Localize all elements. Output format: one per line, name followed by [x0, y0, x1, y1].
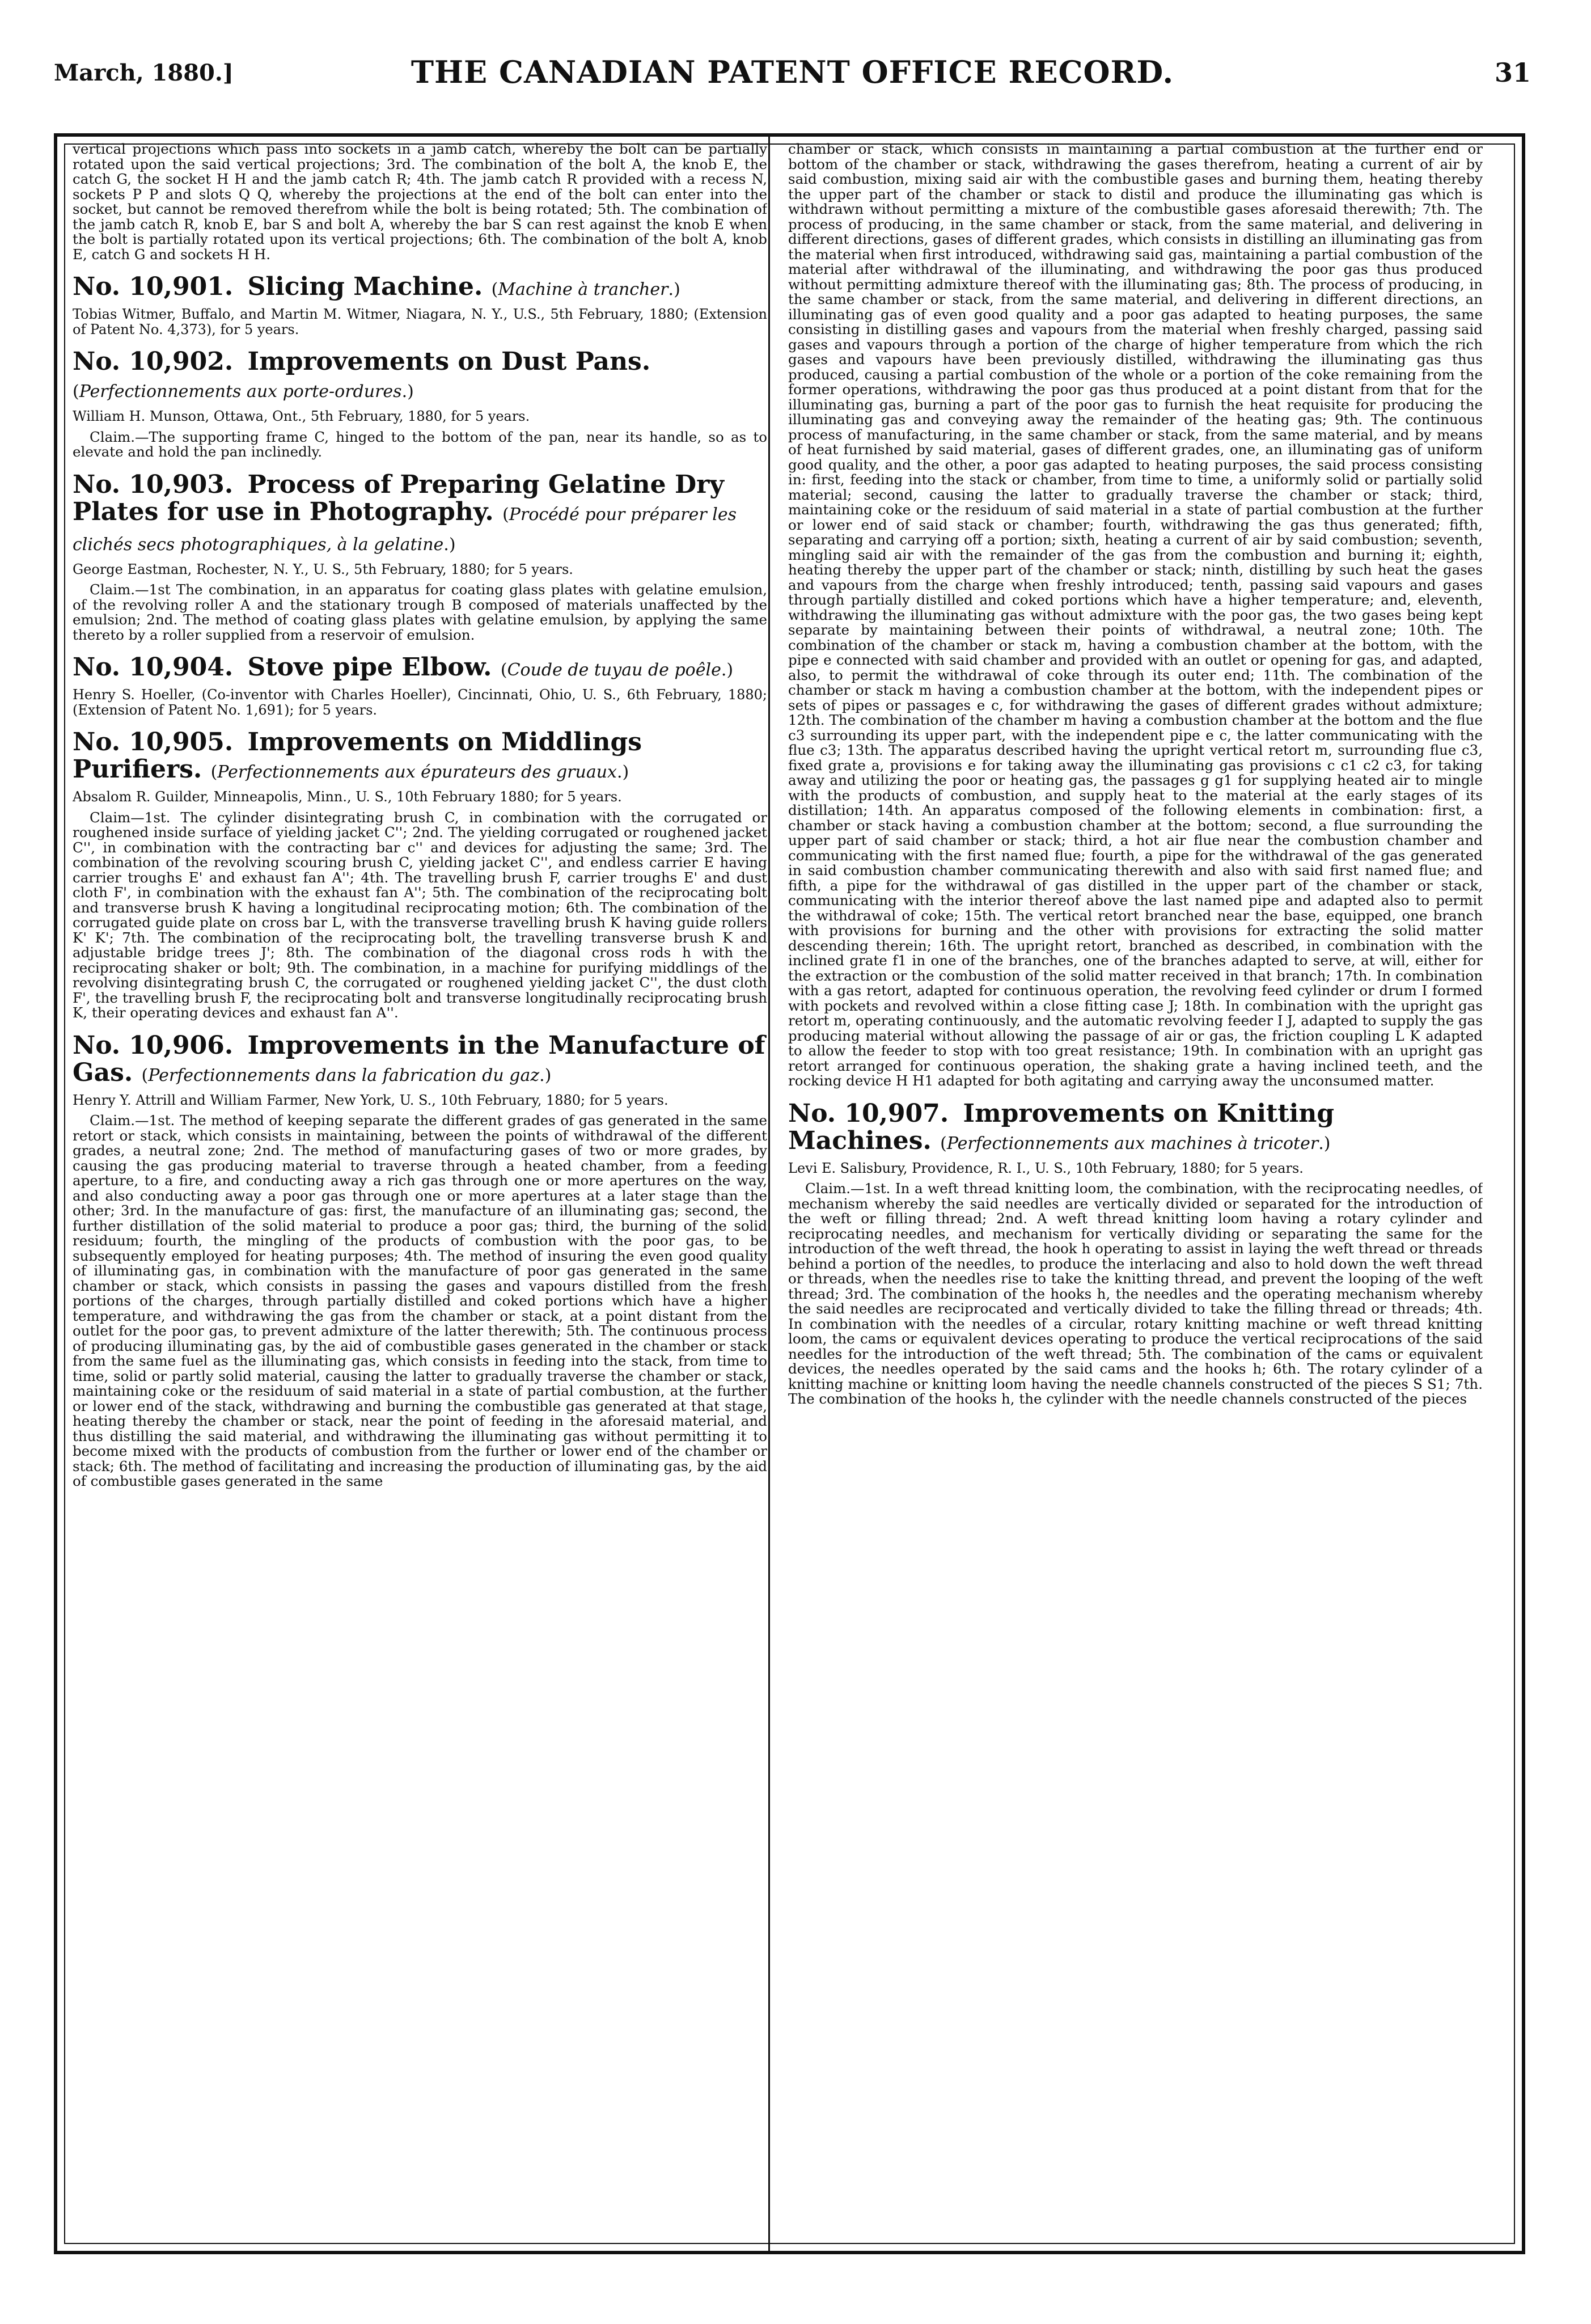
patent-number: No. 10,903. [73, 470, 234, 499]
patent-title: Improvements on Middlings Purifiers. [73, 728, 642, 784]
patent-title: Stove pipe Elbow. [247, 653, 492, 682]
header-date: March, 1880.] [54, 60, 234, 86]
patent-title-french: ( Perfectionnements aux porte-ordures .) [73, 382, 414, 402]
entry-title [73, 729, 767, 786]
patent-entry-10905 [73, 729, 767, 1021]
patent-number: No. 10,906. [73, 1030, 234, 1060]
patent-title-french: ( Perfectionnements aux machines à tricoter .) [940, 1134, 1330, 1153]
patent-entry-10903 [73, 471, 767, 643]
patent-title-french: ( Machine à trancher .) [492, 280, 680, 299]
patent-claim: Claim.—1st. In a weft thread knitting loom, the combination, with the reciprocating needles, of mechanism whereby the said needles are vertically divided or separated for the introduction of the weft or filling thread; 2nd. A weft thread knitting loom having a rotary cylinder and reciprocating needles, and mechanism for vertically dividing or separating the same for the introduction of the weft thread, the hook h operating to assist in laying the weft thread or threads behind a portion of the needles, to produce the interlacing and also to hold down the weft thread or threads, when the needles rise to take the knitting thread, and prevent the looping of the weft thread; 3rd. The combination of the hooks h, the needles and the operating mechanism whereby the said needles are reciprocated and vertically divided to take the filling thread or threads; 4th. In combination with the needles of a circular, rotary knitting machine or weft thread knitting loom, the cams or equivalent devices operating to produce the vertical reciprocations of the said needles for the introduction of the weft thread; 5th. The combination of the cams or equivalent devices, the needles operated by the said cams and the hooks h; 6th. The rotary cylinder of a knitting machine or knitting loom having the needle channels constructed of the pieces S S1; 7th. The combination of the hooks h, the cylinder with the needle channels constructed of the pieces [788, 1180, 1483, 1407]
header-title: THE CANADIAN PATENT OFFICE RECORD. [411, 54, 1174, 90]
entry-title [73, 1032, 767, 1089]
patent-number: No. 10,907. [788, 1098, 949, 1128]
patent-inventor: William H. Munson, Ottawa, Ont., 5th February, 1880, for 5 years. [73, 408, 530, 424]
patent-claim: Claim—1st. The cylinder disintegrating brush C, in combination with the corrugated or roughened inside surface of yielding jacket C''; 2nd. The yielding corrugated or roughened jacket C'', in combination with the contracting bar c'' and devices for adjusting the same; 3rd. The combination of the revolving scouring brush C, yielding jacket C'', and endless carrier E having carrier troughs E' and exhaust fan A''; 4th. The travelling brush F, carrier troughs E' and dust cloth F', in combination with the exhaust fan A''; 5th. The combination of the reciprocating bolt and transverse brush K having a longitudinal reciprocating motion; 6th. The combination of the corrugated guide plate on cross bar L, with the transverse travelling brush K having guide rollers K' K'; 7th. The combination of the reciprocating bolt, the travelling transverse brush K and adjustable bridge trees J'; 8th. The combination of the diagonal cross rods h with the reciprocating shaker or bolt; 9th. The combination, in a machine for purifying middlings of the revolving disintegrating brush C, the corrugated or roughened yielding jacket C'', the dust cloth F', the travelling brush F, the reciprocating bolt and transverse longitudinally reciprocating brush K, their operating devices and exhaust fan A''. [73, 809, 767, 1021]
patent-number: No. 10,901. [73, 272, 234, 301]
patent-inventor: Tobias Witmer, Buffalo, and Martin M. Witmer, Niagara, N. Y., U.S., 5th February, 1880; (Extension of Patent No. 4,373), for 5 years. [73, 306, 767, 337]
patent-entry-10906 [73, 1032, 767, 1489]
continuation-text: chamber or stack, which consists in maintaining a partial combustion at the further end or bottom of the chamber or stack, withdrawing the gases therefrom, heating a current of air by said combustion, mixing said air with the combustible gases and burning them, heating thereby the upper part of the chamber or stack to distil and produce the illuminating gas which is withdrawn without permitting a mixture of the combustible gases aforesaid therewith; 7th. The process of producing, in the same chamber or stack, from the same material, and delivering in different directions, gases of different grades, which consists in distilling an illuminating gas from the material when first introduced, withdrawing said gas, maintaining a partial combustion of the material after withdrawal of the illuminating, and withdrawing the poor gas thus produced without permitting admixture thereof with the illuminating gas; 8th. The process of producing, in the same chamber or stack, from the same material, and delivering in different directions, an illuminating gas of even good quality and a poor gas adapted to heating purposes, the same consisting in distilling gases and vapours from the material when freshly charged, passing said gases and vapours through a portion of the charge of higher temperature from which the rich gases and vapours have been previously distilled, withdrawing the illuminating gas thus produced, causing a partial combustion of the whole or a portion of the coke remaining from the former operations, withdrawing the poor gas thus produced at a point distant from that for the illuminating gas, burning a part of the poor gas to furnish the heat requisite for producing the illuminating gas and conveying away the remainder of the heating gas; 9th. The continuous process of manufacturing, in the same chamber or stack, from the same material, and by means of heat furnished by said material, gases of different grades, one, an illuminating gas of uniform good quality, and the other, a poor gas adapted to heating purposes, the said process consisting in: first, feeding into the stack or chamber, from time to time, a uniformly solid or partially solid material; second, causing the latter to gradually traverse the chamber or stack; third, maintaining coke or the residuum of said material in a state of partial combustion at the further or lower end of said stack or chamber; fourth, withdrawing the gas thus generated; fifth, separating and carrying off a portion; sixth, heating a current of air by said combustion; seventh, mingling said air with the remainder of the gas from the combustion and burning it; eighth, heating thereby the upper part of the chamber or stack; ninth, distilling by such heat the gases and vapours from the charge when freshly introduced; tenth, passing said vapours and gases through partially distilled and coked portions which have a higher temperature; and, eleventh, withdrawing the illuminating gas without admixture with the poor gas, the two gases being kept separate by maintaining between their points of withdrawal, a neutral zone; 10th. The combination of the chamber or stack m, having a combustion chamber at the bottom, with the pipe e connected with said chamber and provided with an outlet or opening for gas, and adapted, also, to permit the withdrawal of coke through its outer end; 11th. The combination of the chamber or stack m having a combustion chamber at the bottom, with the independent pipes or sets of pipes or passages e c, for withdrawing the gases of different grades without admixture; 12th. The combination of the chamber m having a combustion chamber at the bottom and the flue c3 surrounding its upper part, with the independent pipe e c, the latter communicating with the flue c3; 13th. The apparatus described having the upright vertical retort m, surrounding flue c3, fixed grate a, provisions e for taking away the illuminating gas provisions c c1 c2 c3, for taking away and utilizing the poor or heating gas, the passages g g1 for supplying heated air to mingle with the products of combustion, and supply heat to the material at the early stages of its distillation; 14th. An apparatus composed of the following elements in combination: first, a chamber or stack having a combustion chamber at the bottom; second, a flue surrounding the upper part of said chamber or stack; third, a hot air flue near the combustion chamber and communicating with the first named flue; fourth, a pipe for the withdrawal of the gas generated in said combustion chamber communicating therewith and also with said first named flue; and fifth, a pipe for the withdrawal of gas distilled in the upper part of the chamber or stack, communicating with the interior thereof above the last named pipe and adapted also to permit the withdrawal of coke; 15th. The vertical retort branched near the base, equipped, one branch with provisions for burning and the other with provisions for extracting the solid matter descending therein; 16th. The upright retort, branched as described, in combination with the inclined grate f1 in one of the branches, one of the branches adapted to serve, at will, either for the extraction or the combustion of the solid matter received in that branch; 17th. In combination with a gas retort, adapted for continuous operation, the revolving feed cylinder or drum I formed with pockets and revolved within a close fitting case J; 18th. In combination with the upright gas retort m, operating continuously, and the automatic revolving feeder I J, adapted to supply the gas producing material without allowing the passage of air or gas, the friction coupling L K adapted to allow the feeder to stop with too great resistance; 19th. In combination with an upright gas retort arranged for continuous operation, the shaking grate a having inclined teeth, and the rocking device H H1 adapted for both agitating and carrying away the unconsumed matter. [788, 142, 1483, 1089]
patent-title: Improvements on Dust Pans. [247, 347, 651, 376]
patent-title-french: ( Coude de tuyau de poêle .) [501, 660, 733, 680]
patent-inventor: Absalom R. Guilder, Minneapolis, Minn., U. S., 10th February 1880; for 5 years. [73, 789, 622, 805]
entry-title [73, 348, 767, 405]
entry-title [73, 654, 767, 684]
patent-inventor: Henry Y. Attrill and William Farmer, New York, U. S., 10th February, 1880; for 5 years. [73, 1092, 668, 1108]
continuation-text: vertical projections which pass into sockets in a jamb catch, whereby the bolt can be partially rotated upon the said vertical projections; 3rd. The combination of the bolt A, the knob E, the catch G, the socket H H and the jamb catch R; 4th. The jamb catch R provided with a recess N, sockets P P and slots Q Q, whereby the projections at the end of the bolt can enter into the socket, but cannot be removed therefrom while the bolt is being rotated; 5th. The combination of the jamb catch R, knob E, bar S and bolt A, whereby the bar S can rest against the knob E when the bolt is partially rotated upon its vertical projections; 6th. The combination of the bolt A, knob E, catch G and sockets H H. [73, 142, 767, 263]
patent-number: No. 10,902. [73, 347, 234, 376]
patent-entry-10901 [73, 273, 767, 337]
right-column [788, 142, 1483, 2240]
entry-title [73, 273, 767, 303]
patent-entry-10902 [73, 348, 767, 460]
patent-claim: Claim.—1st The combination, in an apparatus for coating glass plates with gelatine emulsion, of the revolving roller A and the stationary trough B composed of materials unaffected by the emulsion; 2nd. The method of coating glass plates with gelatine emulsion, by applying the same thereto by a roller supplied from a reservoir of emulsion. [73, 581, 767, 643]
patent-number: No. 10,905. [73, 728, 234, 757]
patent-title: Improvements in the Manufacture of Gas. [73, 1030, 765, 1087]
column-divider [768, 136, 770, 2251]
patent-inventor: Levi E. Salisbury, Providence, R. I., U. S., 10th February, 1880; for 5 years. [788, 1160, 1304, 1176]
patent-inventor: George Eastman, Rochester, N. Y., U. S., 5th February, 1880; for 5 years. [73, 561, 573, 577]
page-number: 31 [1494, 57, 1531, 88]
left-column [73, 142, 767, 2240]
patent-entry-10907 [788, 1100, 1483, 1407]
entry-title [788, 1100, 1483, 1157]
patent-inventor: Henry S. Hoeller, (Co-inventor with Charles Hoeller), Cincinnati, Ohio, U. S., 6th February, 1880; (Extension of Patent No. 1,691); for 5 years. [73, 687, 767, 718]
patent-title: Slicing Machine. [247, 272, 483, 301]
patent-title: Process of Preparing Gelatine Dry Plates for use in Photography. [73, 470, 724, 526]
page-header [54, 54, 1531, 102]
patent-number: No. 10,904. [73, 653, 234, 682]
patent-title: Improvements on Knitting Machines. [788, 1098, 1335, 1155]
patent-claim: Claim.—1st. The method of keeping separate the different grades of gas generated in the same retort or stack, which consists in maintaining, between the points of withdrawal of the different grades, a neutral zone; 2nd. The method of manufacturing gases of two or more grades, by causing the gas producing material to traverse through a heated chamber, from a feeding aperture, to a fire, and conducting away a rich gas through one or more apertures on the way, and also conducting away a poor gas through one or more apertures at a later stage than the other; 3rd. In the manufacture of gas: first, the manufacture of an illuminating gas; second, the further distillation of the solid material to produce a poor gas; third, the burning of the solid residuum; fourth, the mingling of the products of combustion with the poor gas, to be subsequently employed for heating purposes; 4th. The method of insuring the even good quality of illuminating gas, in combination with the manufacture of poor gas generated in the same chamber or stack, which consists in passing the gases and vapours distilled from the fresh portions of the charges, through partially distilled and coked portions which have a higher temperature, and withdrawing the gas from the chamber or stack, at a point distant from the outlet for the poor gas, to prevent admixture of the latter therewith; 5th. The continuous process of producing illuminating gas, by the aid of combustible gases generated in the chamber or stack from the same fuel as the illuminating gas, which consists in feeding into the stack, from time to time, solid or partly solid material, causing the latter to gradually traverse the chamber or stack, maintaining coke or the residuum of said material in a state of partial combustion, at the further or lower end of the stack, withdrawing and burning the combustible gas generated at that stage, heating thereby the chamber or stack, near the point of feeding in the aforesaid material, and thus distilling the said material, and withdrawing the illuminating gas without permitting it to become mixed with the products of combustion from the further or lower end of the chamber or stack; 6th. The method of facilitating and increasing the production of illuminating gas, by the aid of combustible gases generated in the same [73, 1112, 767, 1489]
patent-title-french: ( Perfectionnements dans la fabrication du gaz .) [142, 1066, 552, 1085]
entry-title [73, 471, 767, 559]
patent-title-french: ( Perfectionnements aux épurateurs des gruaux .) [211, 762, 629, 782]
patent-title-french: ( Procédé pour préparer les clichés secs photographiques, à la gelatine .) [73, 505, 737, 555]
patent-claim: Claim.—The supporting frame C, hinged to the bottom of the pan, near its handle, so as to elevate and hold the pan inclinedly. [73, 428, 767, 460]
patent-entry-10904 [73, 654, 767, 717]
